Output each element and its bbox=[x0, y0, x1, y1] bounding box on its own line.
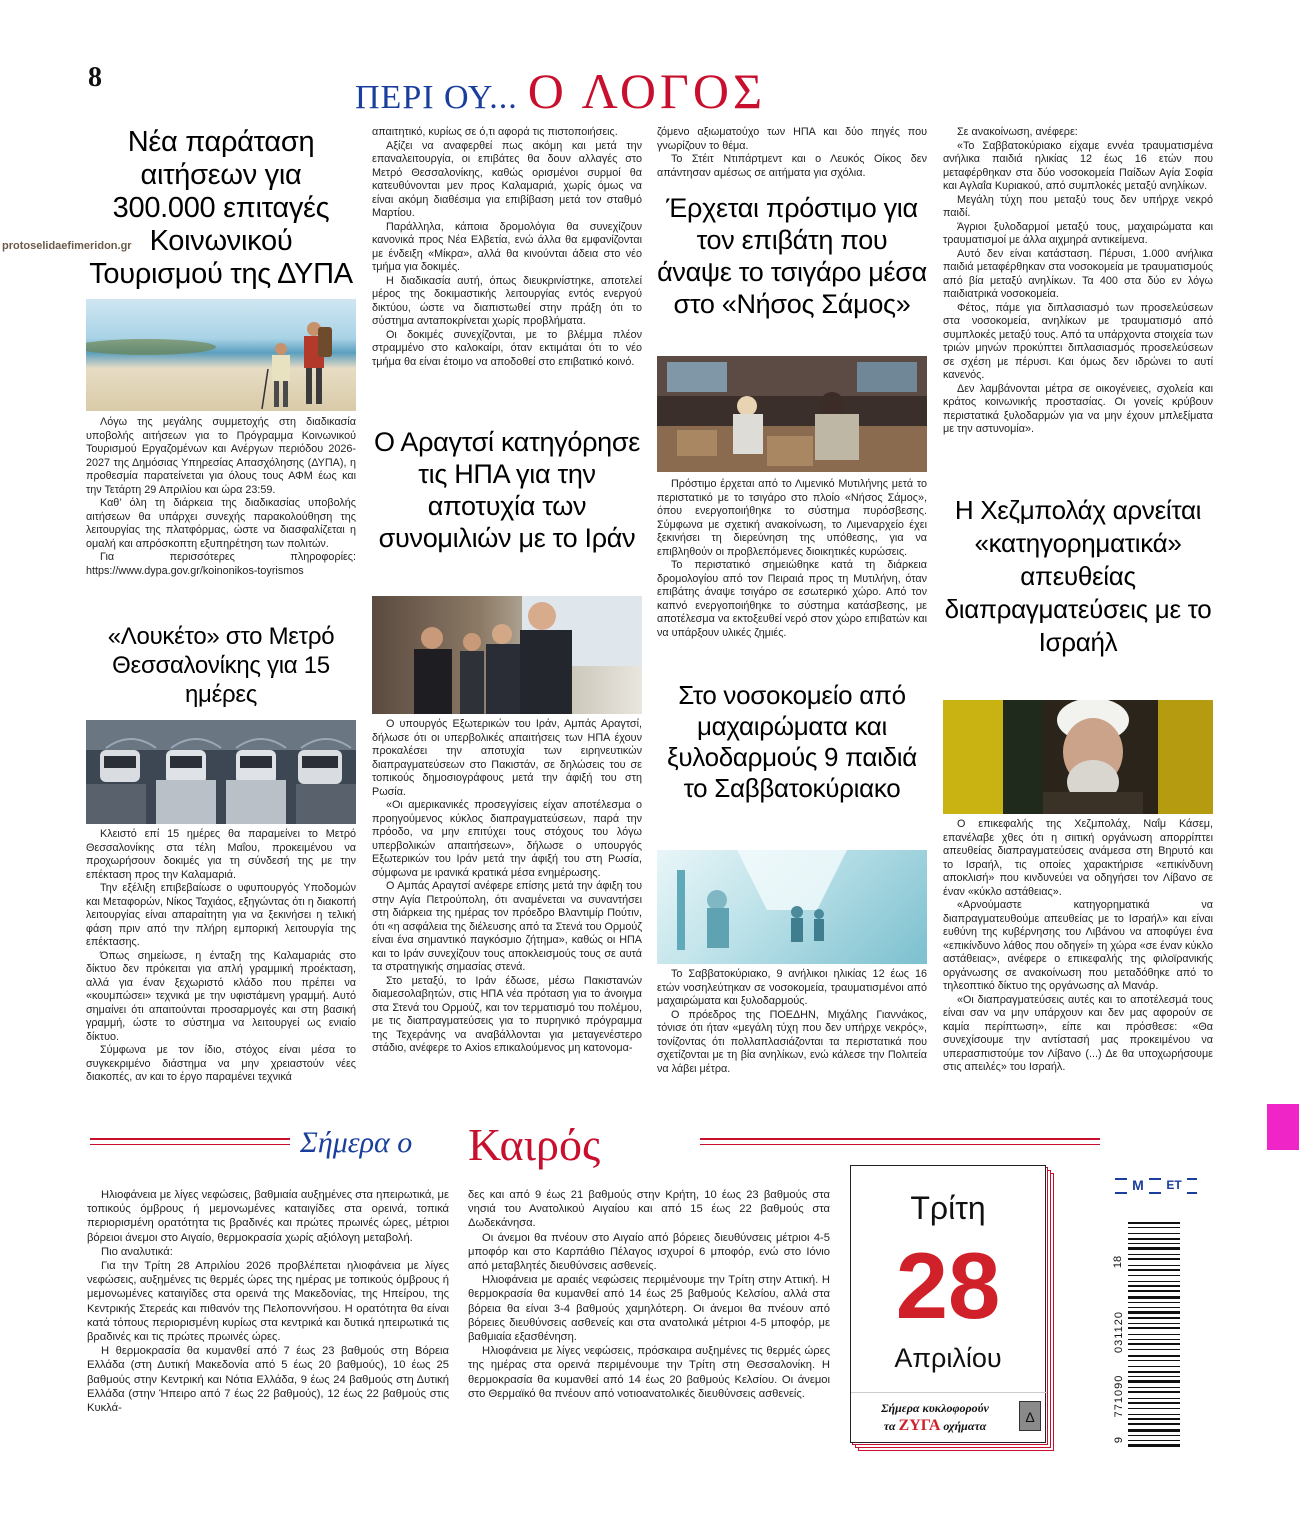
barcode-bar bbox=[1128, 1247, 1180, 1250]
traffic-notice-pre: τα bbox=[883, 1419, 896, 1433]
ferry-interior-illustration bbox=[657, 356, 927, 472]
metro-paragraph: Οι δοκιμές συνεχίζονται, με το βλέμμα πλέον στραμμένο στο καλοκαίρι, όταν εκτιμάται ότι το νέο τμήμα θα είναι έτοιμο να αποδοθεί στο επιβατικό κοινό. bbox=[372, 328, 642, 368]
barcode-bar bbox=[1128, 1222, 1180, 1224]
araghchi-photo bbox=[372, 596, 642, 714]
masthead-part2: Ο ΛΟΓΟΣ bbox=[527, 63, 767, 119]
logo-right: ΕΤ bbox=[1161, 1172, 1187, 1198]
barcode-bar bbox=[1128, 1311, 1180, 1314]
barcode-bar bbox=[1128, 1296, 1180, 1299]
barcode-bar bbox=[1128, 1423, 1180, 1425]
dypa-body bbox=[86, 416, 356, 578]
hospital-paragraph: Δεν λαμβάνονται μέτρα σε οικογένειες, σχολεία και κράτος κοινωνικής προστασίας. Οι γονείς κρύβουν περιστατικά ξυλοδαρμών για να μην έχουν μπλεξίματα με την αστυνομία». bbox=[943, 382, 1213, 435]
traffic-notice-line2 bbox=[855, 1417, 1015, 1435]
hospital-body bbox=[657, 968, 927, 1076]
barcode-bar bbox=[1128, 1435, 1180, 1436]
araghchi-paragraph: Στο μεταξύ, το Ιράν έδωσε, μέσω Πακιστανών διαμεσολαβητών, στις ΗΠΑ νέα πρόταση για το άνοιγμα στα Στενά του Ορμούζ, και τον τερματισμό του πολέμου, με τις διαπραγματεύσεις για το πυρηνικό πρόγραμμα της Τεχεράνης να αναβάλλονται για μεταγενέστερο στάδιο, ανέφερε το Axios επικαλούμενος μη κατονομα- bbox=[372, 974, 642, 1054]
divider bbox=[90, 1144, 290, 1145]
hospital-paragraph: Αυτό δεν είναι κατάσταση. Πέρυσι, 1.000 ανήλικα παιδιά μεταφέρθηκαν στα νοσοκομεία με τραυματισμούς από βία μεταξύ ανηλίκων. Τα 400 στα δύο εν λόγω παιδιατρικά νοσοκομεία. bbox=[943, 247, 1213, 300]
hospital-photo bbox=[657, 850, 927, 964]
barcode-bar bbox=[1128, 1227, 1180, 1228]
color-tab bbox=[1267, 1104, 1299, 1150]
barcode-bar bbox=[1128, 1408, 1180, 1409]
publisher-logo bbox=[1115, 1172, 1197, 1200]
barcode-issue: 18 bbox=[1112, 1255, 1124, 1269]
barcode-bar bbox=[1128, 1281, 1180, 1282]
page-number: 8 bbox=[88, 62, 102, 93]
weather-paragraph: Οι άνεμοι θα πνέουν στο Αιγαίο από βόρειες διευθύνσεις μέτριοι 4-5 μποφόρ και στο Καρπάθιο Πέλαγος ισχυροί 6 μποφόρ, ενώ στο Ιόνιο από μεταβλητές διευθύνσεις ασθενείς. bbox=[468, 1231, 830, 1273]
weather-paragraph: δες και από 9 έως 21 βαθμούς στην Κρήτη, 10 έως 23 βαθμούς στα νησιά του Ανατολικού Αιγαίου και από 15 έως 22 βαθμούς στα Δωδεκάνησα. bbox=[468, 1189, 830, 1230]
hospital-headline: Στο νοσοκομείο από μαχαιρώματα και ξυλοδαρμούς 9 παιδιά το Σαββατοκύριακο bbox=[667, 680, 917, 803]
hezbollah-body bbox=[943, 818, 1213, 1075]
metro-headline: «Λουκέτο» στο Μετρό Θεσσαλονίκης για 15 ημέρες bbox=[107, 623, 335, 708]
araghchi-paragraph: ζόμενο αξιωματούχο των ΗΠΑ και δύο πηγές που γνωρίζουν το θέμα. bbox=[657, 126, 927, 152]
weather-paragraph: Πιο αναλυτικά: bbox=[101, 1245, 173, 1258]
hezbollah-photo bbox=[943, 700, 1213, 814]
weather-paragraph: Για την Τρίτη 28 Απριλίου 2026 προβλέπεται ηλιοφάνεια με λίγες νεφώσεις, αυξημένες τις θερμές ώρες της ημέρας με τοπικούς όμβρους ή μεμονωμένες καταιγίδες στα ορεινά της Μακεδονίας, της Ηπείρου, της Κεντρικής Στερεάς και πιθανόν της Πελοποννήσου. Η ορατότητα θα είναι κατά τόπους περιορισμένη κυρίως στα κεντρικά και δυτικά ηπειρωτικά τις βραδινές και τις πρώτες πρωινές ώρες. bbox=[87, 1260, 449, 1344]
calendar-weekday: Τρίτη bbox=[910, 1190, 986, 1226]
samos-headline: Έρχεται πρόστιμο για τον επιβάτη που άναψε το τσιγάρο μέσα στο «Νήσος Σάμος» bbox=[657, 193, 927, 319]
barcode-bar bbox=[1128, 1349, 1180, 1350]
araghchi-headline: Ο Αραγτσί κατηγόρησε τις ΗΠΑ για την αποτυχία των συνομιλιών με το Ιράν bbox=[374, 427, 640, 553]
zyga-badge: Δ bbox=[1019, 1401, 1041, 1431]
traffic-notice-highlight: ΖΥΓΑ bbox=[898, 1417, 941, 1434]
metro-body bbox=[86, 828, 356, 1085]
hezbollah-paragraph: Ο επικεφαλής της Χεζμπολάχ, Ναΐμ Κάσεμ, επανέλαβε χθες ότι η σιιτική οργάνωση απορρίπτει απευθείας διαπραγματεύσεις ανάμεσα στη Βηρυτό και το Ισραήλ, τις οποίες χαρακτήρισε «επικίνδυνη αποκλισή» που κινδυνεύει να οδηγήσει τον Λίβανο σε έναν «κύκλο αστάθειας». bbox=[943, 818, 1213, 898]
barcode-bar bbox=[1128, 1339, 1180, 1340]
barcode-bar bbox=[1128, 1233, 1180, 1234]
barcode-bar bbox=[1128, 1323, 1180, 1324]
calendar-day: 28 bbox=[895, 1233, 1001, 1338]
barcode-bar bbox=[1128, 1380, 1180, 1383]
barcode-bar bbox=[1128, 1285, 1180, 1287]
barcode-digits-end: 031120 bbox=[1113, 1311, 1125, 1353]
hospital-corridor-illustration bbox=[657, 850, 927, 964]
metro-continuation bbox=[372, 126, 642, 369]
metro-trains-illustration bbox=[86, 720, 356, 824]
barcode bbox=[1108, 1214, 1200, 1454]
masthead-part1: ΠΕΡΙ ΟΥ... bbox=[355, 79, 518, 116]
dypa-photo bbox=[86, 299, 356, 411]
hospital-paragraph: Μεγάλη τύχη που μεταξύ τους δεν υπήρχε νεκρό παιδί. bbox=[943, 193, 1213, 219]
traffic-notice-line1: Σήμερα κυκλοφορούν bbox=[881, 1401, 989, 1415]
masthead bbox=[355, 62, 955, 119]
metro-paragraph: Κλειστό επί 15 ημέρες θα παραμείνει το Μετρό Θεσσαλονίκης στα τέλη Μαΐου, προκειμένου να προχωρήσουν δοκιμές για τη σύνδεσή της με την επέκταση προς την Καλαμαριά. bbox=[86, 828, 356, 881]
hikers-illustration bbox=[86, 299, 356, 411]
barcode-bar bbox=[1128, 1444, 1180, 1447]
weather-paragraph: Ηλιοφάνεια με αραιές νεφώσεις περιμένουμε την Τρίτη στην Αττική. Η θερμοκρασία θα κυμανθεί από 14 έως 25 βαθμούς Κελσίου, αλλά στα βόρεια θα είναι 3-4 βαθμούς χαμηλότερη. Οι άνεμοι θα πνέουν από βόρειες διευθύνσεις ασθενείς και στα ανατολικά μέτριοι 4-5 μποφόρ, με βαθμιαία εξασθένηση. bbox=[468, 1274, 830, 1344]
metro-paragraph: Όπως σημείωσε, η ένταξη της Καλαμαριάς στο δίκτυο δεν πρόκειται για απλή γραμμική προέκταση, αλλά για έναν ξεχωριστό κλάδο που πρέπει να «κουμπώσει» τεχνικά με την υφιστάμενη γραμμή. Αυτό σημαίνει ότι απαιτούνται προσαρμογές και στη βασική γραμμή, ώστε το σύστημα να λειτουργεί ως ενιαίο δίκτυο. bbox=[86, 949, 356, 1043]
divider bbox=[90, 1138, 290, 1140]
barcode-bar bbox=[1128, 1334, 1180, 1335]
hospital-paragraph: «Το Σαββατοκύριακο είχαμε εννέα τραυματισμένα ανήλικα παιδιά ηλικίας 12 έως 16 ετών που μεταφέρθηκαν στα δύο νοσοκομεία Παίδων Αγία Σοφία και Αγλαΐα Κυριακού, από συμπλοκές μεταξύ ανηλίκων. bbox=[943, 139, 1213, 192]
araghchi-paragraph: Ο Αμπάς Αραγτσί ανέφερε επίσης μετά την άφιξη του στην Αγία Πετρούπολη, ότι αναμένεται να συναντήσει στη διάρκεια της ημέρας τον πρόεδρο Βλαντιμίρ Πούτιν, ότι «η ασφάλεια της διέλευσης από τα Στενά του Ορμούζ είναι ένα σημαντικό παγκόσμιο ζήτημα», καθώς οι ΗΠΑ και το Ιράν συνεχίζουν τους αποκλεισμούς τους σε αυτά τα στρατηγικής σημασίας στενά. bbox=[372, 880, 642, 973]
barcode-bar bbox=[1128, 1360, 1180, 1361]
barcode-bar bbox=[1128, 1391, 1180, 1393]
column-4 bbox=[943, 126, 1213, 1106]
barcode-bar bbox=[1128, 1290, 1180, 1292]
calendar-month: Απριλίου bbox=[894, 1343, 1002, 1373]
araghchi-paragraph: Το Στέιτ Ντιπάρτμεντ και ο Λευκός Οίκος δεν απάντησαν αμέσως σε αιτήματα για σχόλια. bbox=[657, 153, 927, 179]
metro-paragraph: Την εξέλιξη επιβεβαίωσε ο υφυπουργός Υποδομών και Μεταφορών, Νίκος Ταχιάος, εξηγώντας ότι η διακοπή λειτουργίας είναι απαραίτητη για να ξεκινήσει η τελική φάση πριν από την πλήρη εμπορική λειτουργία της επέκτασης. bbox=[86, 882, 356, 948]
calendar-footer bbox=[851, 1392, 1047, 1442]
calendar bbox=[850, 1165, 1055, 1450]
weather-paragraph: Η θερμοκρασία θα κυμανθεί από 7 έως 23 βαθμούς στη Βόρεια Ελλάδα (στη Δυτική Μακεδονία από 5 έως 20 βαθμούς), 10 έως 25 βαθμούς στην Κεντρική και Νότια Ελλάδα, 9 έως 24 βαθμούς στη Δυτική Ελλάδα (στην Ήπειρο από 7 έως 22 βαθμούς), 12 έως 22 βαθμούς στις Κυκλά- bbox=[87, 1345, 449, 1415]
logo-left: Μ bbox=[1127, 1172, 1149, 1198]
barcode-bar bbox=[1128, 1302, 1180, 1303]
samos-paragraph: Πρόστιμο έρχεται από το Λιμενικό Μυτιλήνης μετά το περιστατικό με το τσιγάρο στο πλοίο «Νήσος Σάμος», όπου ενεργοποιήθηκε το σύστημα πυρόσβεσης. Σύμφωνα με σχετική ανακοίνωση, το Λιμεναρχείο έχει ξεκινήσει τη διερεύνηση της υπόθεσης, για να επιβληθούν οι προβλεπόμενες διοικητικές κυρώσεις. bbox=[657, 478, 927, 558]
barcode-bar bbox=[1128, 1258, 1180, 1260]
barcode-bar bbox=[1128, 1440, 1180, 1441]
araghchi-paragraph: Ο υπουργός Εξωτερικών του Ιράν, Αμπάς Αραγτσί, δήλωσε ότι οι υπερβολικές απαιτήσεις των ΗΠΑ έχουν προκαλέσει την αποτυχία των ειρηνευτικών διαπραγματεύσεων στο Πακιστάν, σε δηλώσεις του σε τοπικούς δημοσιογράφους μετά την άφιξή του στη Ρωσία. bbox=[372, 718, 642, 798]
barcode-bar bbox=[1128, 1402, 1180, 1404]
barcode-bar bbox=[1128, 1254, 1180, 1255]
barcode-bar bbox=[1128, 1371, 1180, 1373]
hezbollah-paragraph: «Αρνούμαστε κατηγορηματικά να διαπραγματευθούμε απευθείας με το Ισραήλ» και είναι ευθύνη της κυβέρνησης του Λιβάνου να αποφύγει ένα «επικίνδυνο λάθος που οδηγεί» τη χώρα «σε έναν κύκλο αστάθειας», ανέφερε ο επικεφαλής της φιλοϊρανικής οργάνωσης σε ανακοίνωση που μεταδόθηκε από το τηλεοπτικό δίκτυο της οργάνωσης αλ Μανάρ. bbox=[943, 899, 1213, 992]
dypa-headline: Νέα παράταση αιτήσεων για 300.000 επιταγές Κοινωνικού Τουρισμού της ΔΥΠΑ bbox=[89, 126, 353, 290]
barcode-bar bbox=[1128, 1418, 1180, 1420]
samos-paragraph: Το περιστατικό σημειώθηκε κατά τη διάρκεια δρομολογίου από τον Πειραιά προς τη Μυτιλήνη, όταν επιβάτης άναψε τσιγάρο σε εσωτερικό χώρο. Από τον καπνό ενεργοποιήθηκε το σύστημα κατάσβεσης, με αποτέλεσμα να εκτοξευθεί νερό στον χώρο επιβατών και να υπάρξουν υλικές ζημιές. bbox=[657, 559, 927, 639]
barcode-bar bbox=[1128, 1238, 1180, 1240]
hospital-paragraph: Το Σαββατοκύριακο, 9 ανήλικοι ηλικίας 12 έως 16 ετών νοσηλεύτηκαν σε νοσοκομεία, τραυματισμένοι από μαχαιρώματα και ξυλοδαρμούς. bbox=[657, 968, 927, 1007]
araghchi-paragraph: «Οι αμερικανικές προσεγγίσεις είχαν αποτέλεσμα ο προηγούμενος κύκλος διαπραγματεύσεων, παρά την πρόοδο, να μην επιτύχει τους στόχους του λόγω υπερβολικών απαιτήσεων», δήλωσε ο υπουργός Εξωτερικών του Ιράν μετά την άφιξή του στη Ρωσία, σύμφωνα με ιρανικά κρατικά μέσα ενημέρωσης. bbox=[372, 799, 642, 879]
barcode-bar bbox=[1128, 1343, 1180, 1345]
dypa-paragraph: Καθ’ όλη τη διάρκεια της διαδικασίας υποβολής αιτήσεων θα υπάρχει συνεχής παρακολούθηση της λειτουργίας της πλατφόρμας, ώστε να διασφαλίζεται η ομαλή και απρόσκοπτη εξυπηρέτηση των πολιτών. bbox=[86, 497, 356, 550]
weather-paragraph: Ηλιοφάνεια με λίγες νεφώσεις, πρόσκαιρα αυξημένες τις θερμές ώρες της ημέρας στα ορεινά περιμένουμε την Τρίτη στη Θεσσαλονίκη. Η θερμοκρασία θα κυμανθεί από 14 έως 20 βαθμούς Κελσίου. Οι άνεμοι στο Θερμαϊκό θα πνέουν από νοτιοανατολικές διευθύνσεις ασθενείς. bbox=[468, 1345, 830, 1400]
barcode-digit-first: 9 bbox=[1113, 1436, 1125, 1444]
barcode-bar bbox=[1128, 1275, 1180, 1276]
hospital-continuation bbox=[943, 126, 1213, 437]
weather-header bbox=[90, 1119, 1100, 1170]
dypa-link[interactable]: Για περισσότερες πληροφορίες: https://www.dypa.gov.gr/koinonikos-toyrismos bbox=[86, 551, 356, 577]
samos-body bbox=[657, 478, 927, 640]
metro-paragraph: απαιτητικό, κυρίως σε ό,τι αφορά τις πιστοποιήσεις. bbox=[372, 126, 618, 138]
weather-column-1 bbox=[87, 1188, 449, 1450]
samos-photo bbox=[657, 356, 927, 472]
weather-title-part2: Καιρός bbox=[468, 1119, 601, 1170]
barcode-bar bbox=[1128, 1429, 1180, 1432]
weather-column-2 bbox=[468, 1188, 830, 1450]
barcode-bar bbox=[1128, 1355, 1180, 1357]
divider bbox=[700, 1144, 1100, 1145]
hezbollah-paragraph: «Οι διαπραγματεύσεις αυτές και το αποτέλεσμά τους είναι σαν να μην υπάρχουν και δεν μας αφορούν σε καμία περίπτωση», είπε και πρόσθεσε: «Θα συνεχίσουμε την αντίστασή μας προκειμένου να υπερασπιστούμε τον Λίβανο (...) Δε θα υποχωρήσουμε στις απειλές» του Ισραήλ. bbox=[943, 993, 1213, 1073]
barcode-bar bbox=[1128, 1398, 1180, 1399]
araghchi-continuation bbox=[657, 126, 927, 180]
barcode-digits-main: 771090 bbox=[1113, 1374, 1125, 1418]
divider bbox=[700, 1138, 1100, 1140]
barcode-bar bbox=[1128, 1317, 1180, 1319]
dypa-paragraph: Λόγω της μεγάλης συμμετοχής στη διαδικασία υποβολής αιτήσεων για το Πρόγραμμα Κοινωνικού Τουρισμού Εργαζομένων και Ανέργων περιόδου 2026-2027 της Δημόσιας Υπηρεσίας Απασχόλησης (ΔΥΠΑ), η προθεσμία παρατείνεται για όλους τους ΑΦΜ έως και την Τετάρτη 29 Απριλίου και ώρα 23:59. bbox=[86, 416, 356, 496]
cleric-portrait-illustration bbox=[943, 700, 1213, 814]
watermark: protoselidaefimeridon.gr bbox=[2, 240, 132, 252]
barcode-bar bbox=[1128, 1366, 1180, 1367]
araghchi-body bbox=[372, 718, 642, 1056]
column-1 bbox=[86, 126, 356, 1106]
hezbollah-headline: Η Χεζμπολάχ αρνείται «κατηγορηματικά» απευθείας διαπραγματεύσεις με το Ισραήλ bbox=[944, 495, 1212, 657]
column-2 bbox=[372, 126, 642, 1106]
barcode-bar bbox=[1128, 1387, 1180, 1388]
barcode-bar bbox=[1128, 1265, 1180, 1266]
barcode-bar bbox=[1128, 1327, 1180, 1329]
weather-paragraph: Ηλιοφάνεια με λίγες νεφώσεις, βαθμιαία αυξημένες στα ηπειρωτικά, με τοπικούς όμβρους ή μεμονωμένες καταιγίδες στα ορεινά, τοπικά περιορισμένη ορατότητα τις βραδινές και πρώτες πρωινές ώρες, μέτριοι βόρειοι άνεμοι στο Αιγαίο, θερμοκρασία χωρίς αξιόλογη μεταβολή. bbox=[87, 1189, 449, 1244]
barcode-bar bbox=[1128, 1307, 1180, 1308]
metro-paragraph: Αξίζει να αναφερθεί πως ακόμη και μετά την επαναλειτουργία, οι επιβάτες θα δουν αλλαγές στο Μετρό Θεσσαλονίκης, καθώς ορισμένοι συρμοί θα κατευθύνονται μεν προς Καλαμαριά, χωρίς όμως να είναι ακόμη διαθέσιμα για επιβίβαση μετά τον σταθμό Μαρτίου. bbox=[372, 139, 642, 219]
traffic-notice-post: οχήματα bbox=[943, 1419, 987, 1433]
weather-title-part1: Σήμερα ο bbox=[300, 1126, 413, 1159]
hospital-paragraph: Φέτος, πάμε για διπλασιασμό των προσελεύσεων στα νοσοκομεία, ανηλίκων με τραυματισμό από συμπλοκές μεταξύ τους. Από τα υπάρχοντα στοιχεία των τριών μηνών προκύπτει διπλασιασμός προσελεύσεων σε σχέση με πέρυσι. Και όμως δεν ιδρώνει το αυτί κανενός. bbox=[943, 301, 1213, 381]
hospital-paragraph: Άγριοι ξυλοδαρμοί μεταξύ τους, μαχαιρώματα και τραυματισμοί με άλλα αιχμηρά αντικείμενα. bbox=[943, 220, 1213, 246]
metro-paragraph: Παράλληλα, κάποια δρομολόγια θα συνεχίζουν κανονικά προς Νέα Ελβετία, ενώ άλλα θα εμφανίζονται με ένδειξη «Μίκρα», αλλά θα κινούνται άδεια στο νέο τμήμα για δοκιμές. bbox=[372, 220, 642, 273]
barcode-bar bbox=[1128, 1269, 1180, 1271]
column-3 bbox=[657, 126, 927, 1106]
calendar-front-sheet bbox=[850, 1165, 1046, 1443]
metro-paragraph: Η διαδικασία αυτή, όπως διευκρινίστηκε, αποτελεί μέρος της δοκιμαστικής λειτουργίας εντός ενεργού δικτύου, ώστε να διαπιστωθεί στην πράξη ότι το σύστημα ανταποκρίνεται χωρίς προβλήματα. bbox=[372, 274, 642, 327]
hospital-paragraph: Ο πρόεδρος της ΠΟΕΔΗΝ, Μιχάλης Γιαννάκος, τόνισε ότι ήταν «μεγάλη τύχη που δεν υπήρχε νεκρός», τονίζοντας ότι πολλαπλασιάζονται τα περιστατικά που σχετίζονται με τη βία ανηλίκων, ενώ κάλεσε την Πολιτεία να λάβει μέτρα. bbox=[657, 1008, 927, 1075]
barcode-bar bbox=[1128, 1376, 1180, 1377]
handshake-illustration bbox=[372, 596, 642, 714]
metro-photo bbox=[86, 720, 356, 824]
barcode-bar bbox=[1128, 1243, 1180, 1244]
hospital-paragraph: Σε ανακοίνωση, ανέφερε: bbox=[957, 126, 1078, 138]
metro-paragraph: Σύμφωνα με τον ίδιο, στόχος είναι μέσα το συγκεκριμένο διάστημα να μην χρειαστούν νέες διακοπές, αν και το έργο παραμένει τεχνικά bbox=[86, 1044, 356, 1083]
barcode-bar bbox=[1128, 1414, 1180, 1415]
